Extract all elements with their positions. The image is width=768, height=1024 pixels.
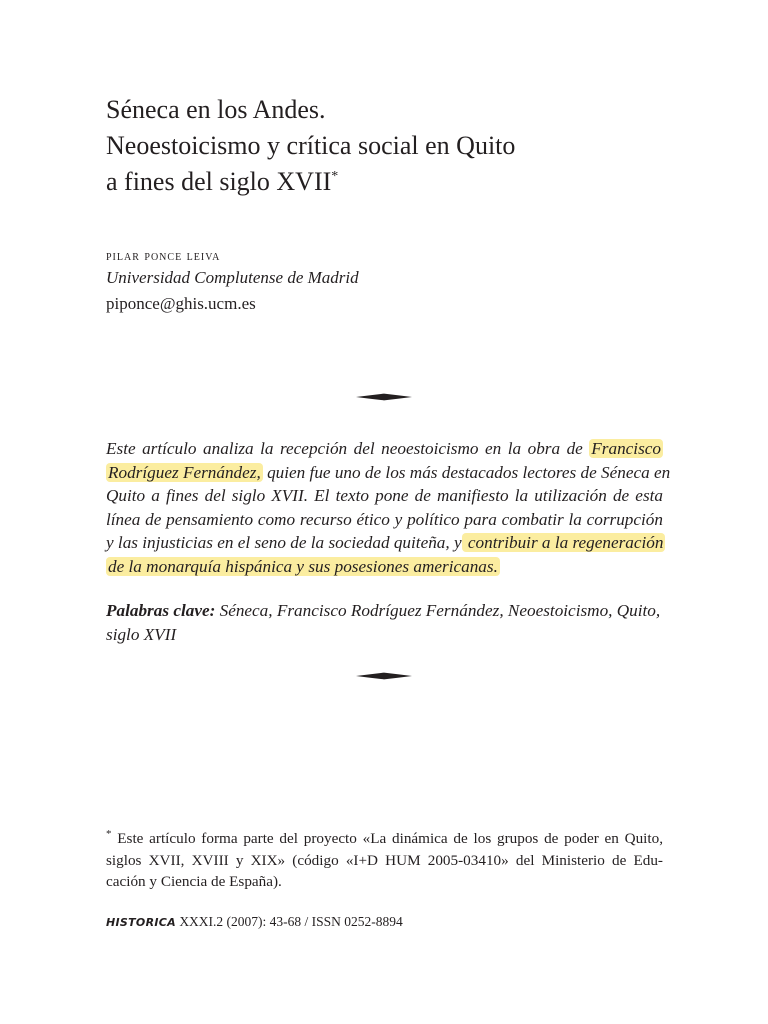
divider-ornament-icon [356, 672, 412, 680]
divider-ornament-icon [356, 393, 412, 401]
title-line-2: Neoestoicismo y crítica social en Quito [106, 131, 516, 160]
journal-issue: XXXI.2 (2007): 43-68 / ISSN 0252-8894 [175, 914, 403, 929]
journal-citation [106, 914, 403, 930]
footnote-line: cación y Ciencia de España). [106, 873, 282, 890]
footnote-line: siglos XVII, XVIII y XIX» (código «I+D HUM 2005-03410» del Ministerio de Edu- [106, 851, 663, 869]
footnote-text: Este artículo forma parte del proyecto «La dinámica de los grupos de poder en Quito, [111, 830, 663, 847]
keywords [106, 599, 663, 647]
title-line-1: Séneca en los Andes. [106, 95, 326, 124]
footnote [106, 828, 663, 893]
abstract-line [106, 437, 663, 461]
abstract [106, 437, 671, 579]
keywords-text: Séneca, Francisco Rodríguez Fernández, Neoestoicismo, Quito, siglo XVII [106, 601, 661, 644]
author-email[interactable]: piponce@ghis.ucm.es [106, 294, 256, 313]
title-line-3 [106, 164, 706, 200]
author-name: pilar ponce leiva [106, 249, 221, 264]
title-line-3-text: a fines del siglo XVII [106, 167, 332, 196]
title-footnote-mark[interactable]: * [331, 169, 339, 184]
highlight-regeneration[interactable]: contribuir a la regeneración [463, 533, 664, 553]
highlight-regeneration-cont[interactable]: de la monarquía hispánica y sus posesiones americanas. [108, 556, 498, 576]
journal-name: HISTORICA [106, 916, 176, 929]
highlight-author-name[interactable]: Francisco [591, 439, 661, 458]
article-title [106, 92, 706, 200]
author-affiliation: Universidad Complutense de Madrid [106, 268, 359, 287]
abstract-text: Este artículo analiza la recepción del neoestoicismo en la obra de [106, 439, 590, 458]
highlight-author-name-cont[interactable]: Rodríguez Fernández, [108, 462, 261, 482]
abstract-line [106, 531, 663, 555]
abstract-line: línea de pensamiento como recurso ético y político para combatir la corrupción [106, 509, 663, 529]
abstract-text: quien fue uno de los más destacados lectores de Séneca en [262, 462, 671, 482]
footnote-line [106, 828, 663, 850]
abstract-line [106, 555, 663, 579]
abstract-line: Quito a fines del siglo XVII. El texto pone de manifiesto la utilización de esta [106, 486, 663, 506]
footnote-mark: * [106, 828, 112, 840]
keywords-label: Palabras clave: [106, 601, 216, 620]
abstract-text: y las injusticias en el seno de la sociedad quiteña, y [106, 533, 462, 553]
abstract-line [106, 461, 671, 485]
